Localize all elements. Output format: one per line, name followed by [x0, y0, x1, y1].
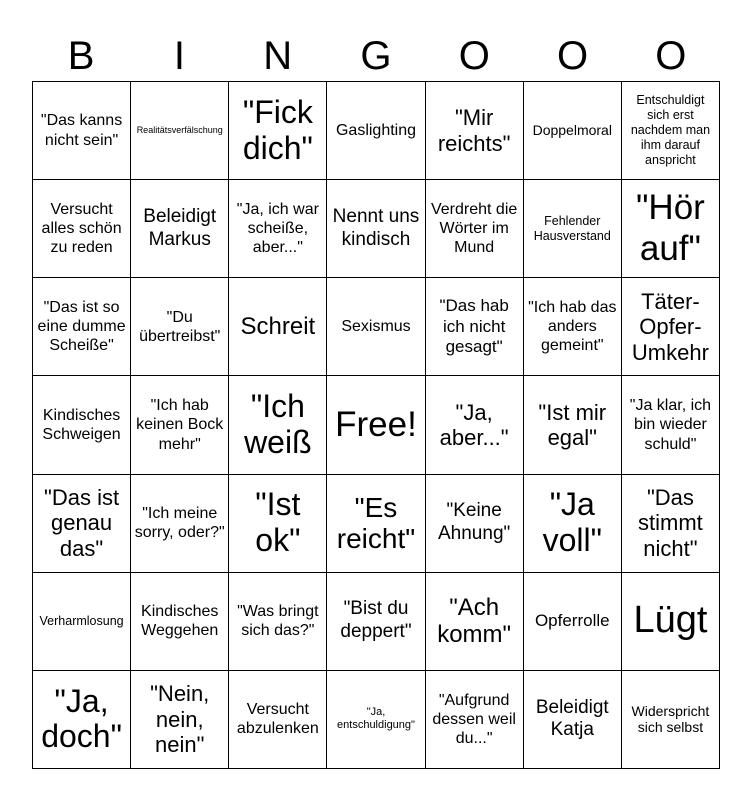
bingo-cell[interactable]: Versucht abzulenken [229, 671, 327, 769]
bingo-cell[interactable]: "Das stimmt nicht" [622, 475, 720, 573]
bingo-cell[interactable]: Realitätsverfälschung [131, 82, 229, 180]
bingo-cell[interactable]: Beleidigt Markus [131, 180, 229, 278]
bingo-cell[interactable]: "Es reicht" [327, 475, 425, 573]
header-letter-o-3: O [655, 34, 687, 78]
bingo-cell[interactable]: Kindisches Weggehen [131, 573, 229, 671]
header-letter-i: I [173, 34, 185, 78]
bingo-cell[interactable]: Entschuldigt sich erst nachdem man ihm darauf anspricht [622, 82, 720, 180]
bingo-cell[interactable]: Kindisches Schweigen [33, 376, 131, 474]
bingo-cell[interactable]: Beleidigt Katja [524, 671, 622, 769]
bingo-cell[interactable]: "Ja, aber..." [426, 376, 524, 474]
bingo-cell[interactable]: "Ja, entschuldigung" [327, 671, 425, 769]
bingo-cell[interactable]: Verdreht die Wörter im Mund [426, 180, 524, 278]
bingo-cell[interactable]: Versucht alles schön zu reden [33, 180, 131, 278]
bingo-cell[interactable]: "Ich hab das anders gemeint" [524, 278, 622, 376]
bingo-cell[interactable]: "Ich weiß [229, 376, 327, 474]
bingo-cell[interactable]: Verharmlosung [33, 573, 131, 671]
bingo-cell[interactable]: "Ist ok" [229, 475, 327, 573]
bingo-cell[interactable]: "Fick dich" [229, 82, 327, 180]
header-letter-n: N [263, 34, 293, 78]
bingo-cell[interactable]: "Nein, nein, nein" [131, 671, 229, 769]
bingo-card-grid [32, 81, 720, 769]
bingo-cell[interactable]: Doppelmoral [524, 82, 622, 180]
bingo-cell[interactable]: "Ja klar, ich bin wieder schuld" [622, 376, 720, 474]
bingo-cell[interactable]: "Das kanns nicht sein" [33, 82, 131, 180]
free-space[interactable]: Free! [327, 376, 425, 474]
header-letter-g: G [360, 34, 392, 78]
bingo-cell[interactable]: "Ja, ich war scheiße, aber..." [229, 180, 327, 278]
bingo-cell[interactable]: "Bist du deppert" [327, 573, 425, 671]
bingo-cell[interactable]: "Ja voll" [524, 475, 622, 573]
bingo-cell[interactable]: Opferrolle [524, 573, 622, 671]
bingo-cell[interactable]: Gaslighting [327, 82, 425, 180]
bingo-cell[interactable]: "Ich meine sorry, oder?" [131, 475, 229, 573]
header-letter-b: B [67, 34, 95, 78]
bingo-cell[interactable]: Widerspricht sich selbst [622, 671, 720, 769]
bingo-cell[interactable]: Nennt uns kindisch [327, 180, 425, 278]
bingo-cell[interactable]: "Das ist genau das" [33, 475, 131, 573]
bingo-cell[interactable]: "Ist mir egal" [524, 376, 622, 474]
bingo-cell[interactable]: "Hör auf" [622, 180, 720, 278]
bingo-cell[interactable]: "Keine Ahnung" [426, 475, 524, 573]
bingo-cell[interactable]: "Ach komm" [426, 573, 524, 671]
bingo-header [32, 30, 720, 82]
bingo-cell[interactable]: "Mir reichts" [426, 82, 524, 180]
bingo-cell[interactable]: "Du übertreibst" [131, 278, 229, 376]
header-letter-o-1: O [458, 34, 490, 78]
header-letter-o-2: O [556, 34, 589, 78]
bingo-cell[interactable]: Sexismus [327, 278, 425, 376]
bingo-cell[interactable]: "Ich hab keinen Bock mehr" [131, 376, 229, 474]
bingo-cell[interactable]: "Was bringt sich das?" [229, 573, 327, 671]
bingo-cell[interactable]: Täter-Opfer-Umkehr [622, 278, 720, 376]
bingo-cell[interactable]: Lügt [622, 573, 720, 671]
bingo-cell[interactable]: Fehlender Hausverstand [524, 180, 622, 278]
bingo-cell[interactable]: "Aufgrund dessen weil du..." [426, 671, 524, 769]
bingo-cell[interactable]: "Das ist so eine dumme Scheiße" [33, 278, 131, 376]
bingo-cell[interactable]: "Das hab ich nicht gesagt" [426, 278, 524, 376]
bingo-cell[interactable]: "Ja, doch" [33, 671, 131, 769]
bingo-cell[interactable]: Schreit [229, 278, 327, 376]
